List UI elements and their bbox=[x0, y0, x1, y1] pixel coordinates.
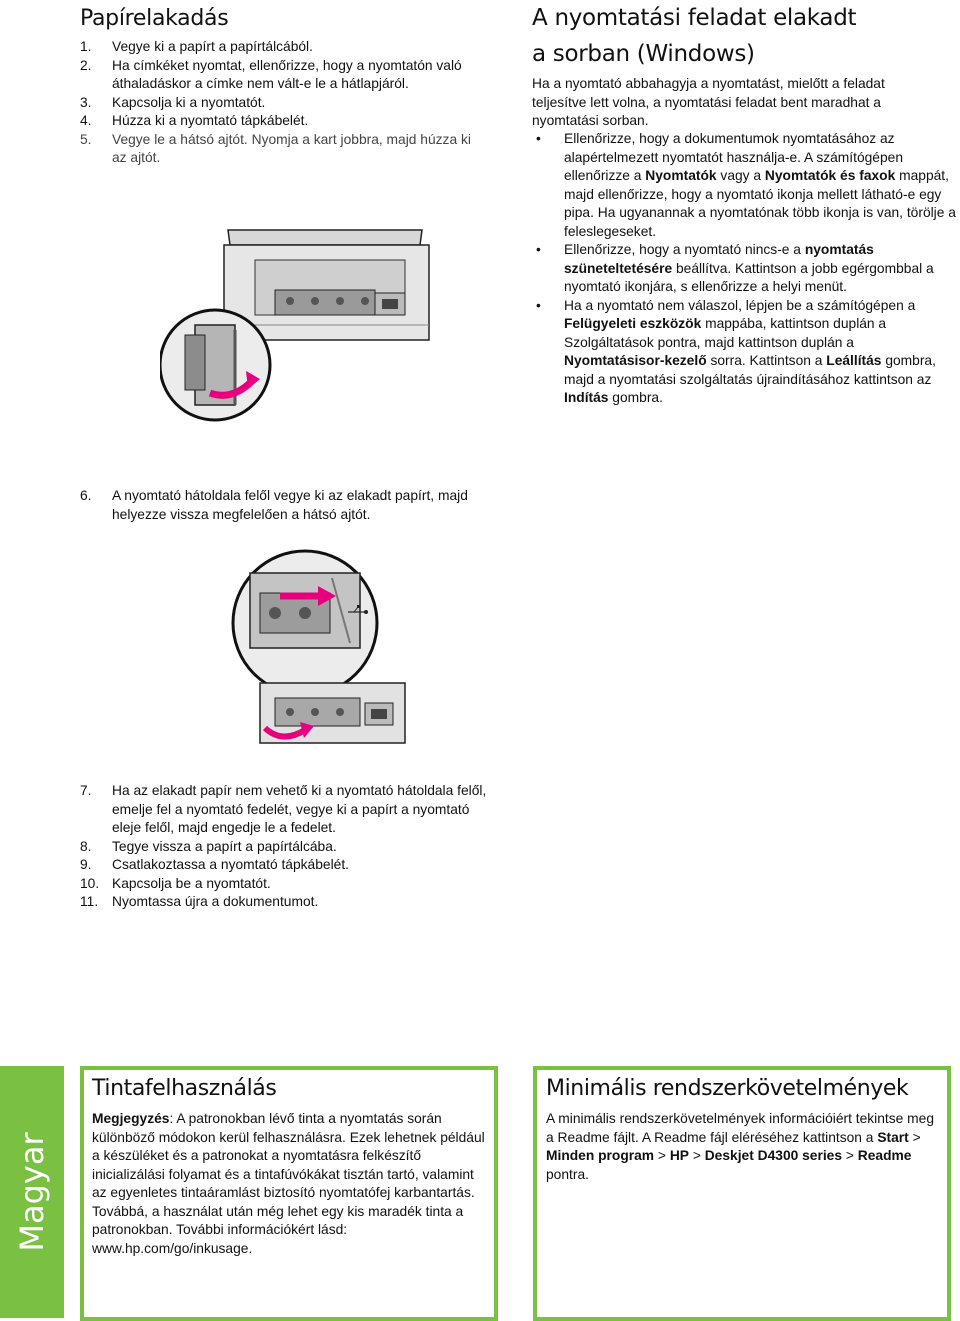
intro-paragraph: Ha a nyomtató abbahagyja a nyomtatást, mielőtt a feladat teljesítve lett volna, a nyomtatási feladat bent maradhat a nyomtatási sorban. bbox=[532, 76, 885, 128]
section-title-paper-jam: Papírelakadás bbox=[80, 6, 229, 31]
list-item: 11. Nyomtassa újra a dokumentumot. bbox=[80, 894, 319, 909]
language-tab bbox=[0, 1066, 64, 1318]
list-item: 10. Kapcsolja be a nyomtatót. bbox=[80, 875, 271, 891]
list-item: 9. Csatlakoztassa a nyomtató tápkábelét. bbox=[80, 857, 349, 872]
system-requirements-box bbox=[533, 1066, 951, 1321]
list-item: 8. Tegye vissza a papírt a papírtálcába. bbox=[80, 838, 337, 854]
printer-illustration bbox=[220, 548, 420, 758]
steps-list-1 bbox=[80, 38, 500, 168]
list-item: • Ha a nyomtató nem válaszol, lépjen be a számítógépen a Felügyeleti eszközök mappába, kattintson duplán a Szolgáltatások pontra, majd kattintson duplán a Nyomtatásisor-kezelő sorra. Kattintson a Leállítás gombra, majd a nyomtatási szolgáltatás újraindításához kattintson az Indítás gombra. bbox=[536, 297, 936, 405]
list-item: 2. Ha címkéket nyomtat, ellenőrizze, hogy a nyomtatón való áthaladáskor a címke nem vált-e le a hátlapjáról. bbox=[80, 57, 462, 91]
list-item: 6. A nyomtató hátoldala felől vegye ki az elakadt papírt, majd helyezze vissza megfelelően a hátsó ajtót. bbox=[80, 488, 468, 522]
bullet-list bbox=[532, 130, 956, 408]
list-item: • Ellenőrizze, hogy a dokumentumok nyomtatásához az alapértelmezett nyomtatót használja-e. A számítógépen ellenőrizze a Nyomtatók vagy a Nyomtatók és faxok mappát, majd ellenőrizze, hogy a nyomtató ikonja mellett látható-e egy pipa. Ha ugyanannak a nyomtatónak több ikonja is van, törölje a feleslegeseket. bbox=[536, 131, 956, 239]
ink-usage-box bbox=[80, 1066, 498, 1321]
language-label: Magyar bbox=[13, 1132, 51, 1252]
steps-list-2 bbox=[80, 782, 500, 912]
printer-illustration bbox=[160, 215, 480, 435]
list-item: 4. Húzza ki a nyomtató tápkábelét. bbox=[80, 113, 309, 128]
section-title-print-queue: A nyomtatási feladat elakadt a sorban (Windows) bbox=[532, 5, 857, 67]
list-item: 3. Kapcsolja ki a nyomtatót. bbox=[80, 94, 266, 110]
list-item: 7. Ha az elakadt papír nem vehető ki a nyomtató hátoldala felől, emelje fel a nyomtató fedelét, vegye ki a papírt a nyomtató eleje felől, majd engedje le a fedelet. bbox=[80, 783, 487, 835]
box-text: A minimális rendszerkövetelmények információiért tekintse meg a Readme fájlt. A Readme fájl eléréséhez kattintson a Start > Minden program > HP > Deskjet D4300 series > Readme pontra. bbox=[546, 1111, 934, 1182]
list-item: • Ellenőrizze, hogy a nyomtató nincs-e a nyomtatás szüneteltetésére beállítva. Kattintson a jobb egérgombbal a nyomtató ikonjára, s ellenőrizze a helyi menüt. bbox=[536, 242, 934, 294]
list-item: 5. Vegye le a hátsó ajtót. Nyomja a kart jobbra, majd húzza ki az ajtót. bbox=[80, 131, 471, 165]
list-item: 1. Vegye ki a papírt a papírtálcából. bbox=[80, 39, 313, 54]
box-text: Megjegyzés: A patronokban lévő tinta a nyomtatás során különböző módokon kerül felhasználásra. Ezek lehetnek például a készüléket és a patronokat a nyomtatásra felkészítő inicializálási folyamat és a tintafúvókákat tisztán tartó, valamint az egyenletes tintaáramlást biztosító nyomtatófej karbantartás. Továbbá, a használat után még lehet egy kis maradék tinta a patronokban. További információkért lásd: www.hp.com/go/inkusage. bbox=[92, 1111, 485, 1256]
box-title: Minimális rendszerkövetelmények bbox=[546, 1076, 909, 1101]
step-6 bbox=[80, 487, 500, 524]
box-title: Tintafelhasználás bbox=[92, 1076, 277, 1101]
